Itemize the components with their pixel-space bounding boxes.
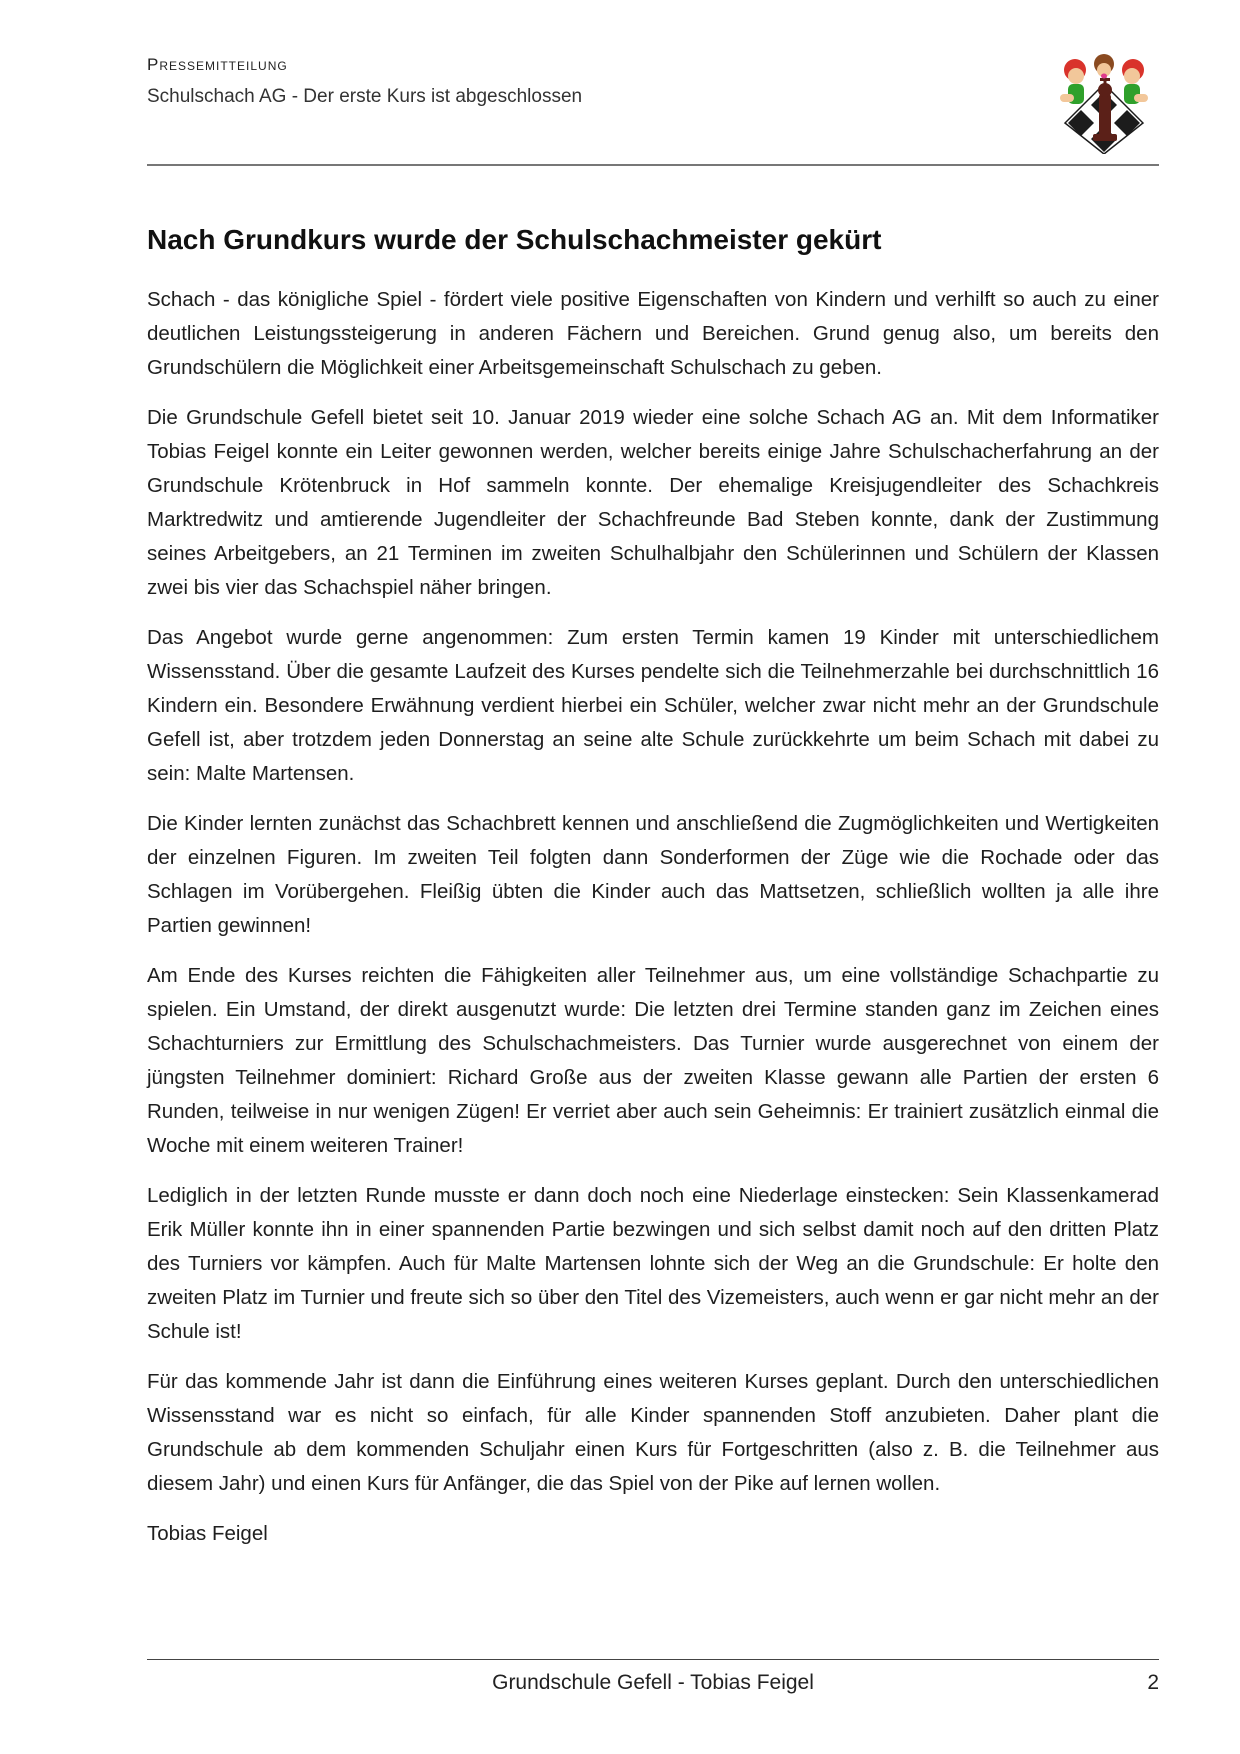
document-header	[147, 53, 1159, 111]
paragraph: Das Angebot wurde gerne angenommen: Zum ersten Termin kamen 19 Kinder mit unterschiedlichem Wissensstand. Über die gesamte Laufzeit des Kurses pendelte sich die Teilnehmerzahle bei durchschnittlich 16 Kindern ein. Besondere Erwähnung verdient hierbei ein Schüler, welcher zwar nicht mehr an der Grundschule Gefell ist, aber trotzdem jeden Donnerstag an seine alte Schule zurückkehrte um beim Schach mit dabei zu sein: Malte Martensen.	[147, 626, 1159, 785]
paragraph: Die Kinder lernten zunächst das Schachbrett kennen und anschließend die Zugmöglichkeiten und Wertigkeiten der einzelnen Figuren. Im zweiten Teil folgten dann Sonderformen der Züge wie die Rochade oder das Schlagen im Vorübergehen. Fleißig übten die Kinder auch das Mattsetzen, schließlich wollten ja alle ihre Partien gewinnen!	[147, 812, 1159, 937]
paragraph: Die Grundschule Gefell bietet seit 10. Januar 2019 wieder eine solche Schach AG an. Mit dem Informatiker Tobias Feigel konnte ein Leiter gewonnen werden, welcher bereits einige Jahre Schulschacherfahrung an der Grundschule Krötenbruck in Hof sammeln konnte. Der ehemalige Kreisjugendleiter des Schachkreis Marktredwitz und amtierende Jugendleiter der Schachfreunde Bad Steben konnte, dank der Zustimmung seines Arbeitgebers, an 21 Terminen im zweiten Schulhalbjahr den Schülerinnen und Schülern der Klassen zwei bis vier das Schachspiel näher bringen.	[147, 406, 1159, 599]
paragraph: Am Ende des Kurses reichten die Fähigkeiten aller Teilnehmer aus, um eine vollständige Schachpartie zu spielen. Ein Umstand, der direkt ausgenutzt wurde: Die letzten drei Termine standen ganz im Zeichen eines Schachturniers zur Ermittlung des Schulschachmeisters. Das Turnier wurde ausgerechnet von einem der jüngsten Teilnehmer dominiert: Richard Große aus der zweiten Klasse gewann alle Partien der ersten 6 Runden, teilweise in nur wenigen Zügen! Er verriet aber auch sein Geheimnis: Er trainiert zusätzlich einmal die Woche mit einem weiteren Trainer!	[147, 964, 1159, 1157]
author-signature: Tobias Feigel	[147, 1522, 268, 1545]
chess-kids-logo	[1055, 54, 1153, 154]
footer-text: Grundschule Gefell - Tobias Feigel	[492, 1671, 814, 1694]
header-subtitle: Schulschach AG - Der erste Kurs ist abgeschlossen	[147, 86, 583, 107]
press-release-kicker: Pressemitteilung	[147, 55, 288, 74]
article-body	[147, 283, 1159, 1551]
page-number: 2	[1147, 1671, 1159, 1694]
header-divider	[147, 164, 1159, 166]
paragraph: Für das kommende Jahr ist dann die Einführung eines weiteren Kurses geplant. Durch den unterschiedlichen Wissensstand war es nicht so einfach, für alle Kinder spannenden Stoff anzubieten. Daher plant die Grundschule ab dem kommenden Schuljahr einen Kurs für Fortgeschritten (also z. B. die Teilnehmer aus diesem Jahr) und einen Kurs für Anfänger, die das Spiel von der Pike auf lernen wollen.	[147, 1370, 1159, 1495]
article-title: Nach Grundkurs wurde der Schulschachmeister gekürt	[147, 223, 882, 255]
paragraph: Lediglich in der letzten Runde musste er dann doch noch eine Niederlage einstecken: Sein Klassenkamerad Erik Müller konnte ihn in einer spannenden Partie bezwingen und sich selbst damit noch auf den dritten Platz des Turniers vor kämpfen. Auch für Malte Martensen lohnte sich der Weg an die Grundschule: Er holte den zweiten Platz im Turnier und freute sich so über den Titel des Vizemeisters, auch wenn er gar nicht mehr an der Schule ist!	[147, 1184, 1159, 1343]
page-footer	[147, 1667, 1159, 1699]
paragraph: Schach - das königliche Spiel - fördert viele positive Eigenschaften von Kindern und verhilft so auch zu einer deutlichen Leistungssteigerung in anderen Fächern und Bereichen. Grund genug also, um bereits den Grundschülern die Möglichkeit einer Arbeitsgemeinschaft Schulschach zu geben.	[147, 288, 1159, 379]
footer-divider	[147, 1659, 1159, 1660]
